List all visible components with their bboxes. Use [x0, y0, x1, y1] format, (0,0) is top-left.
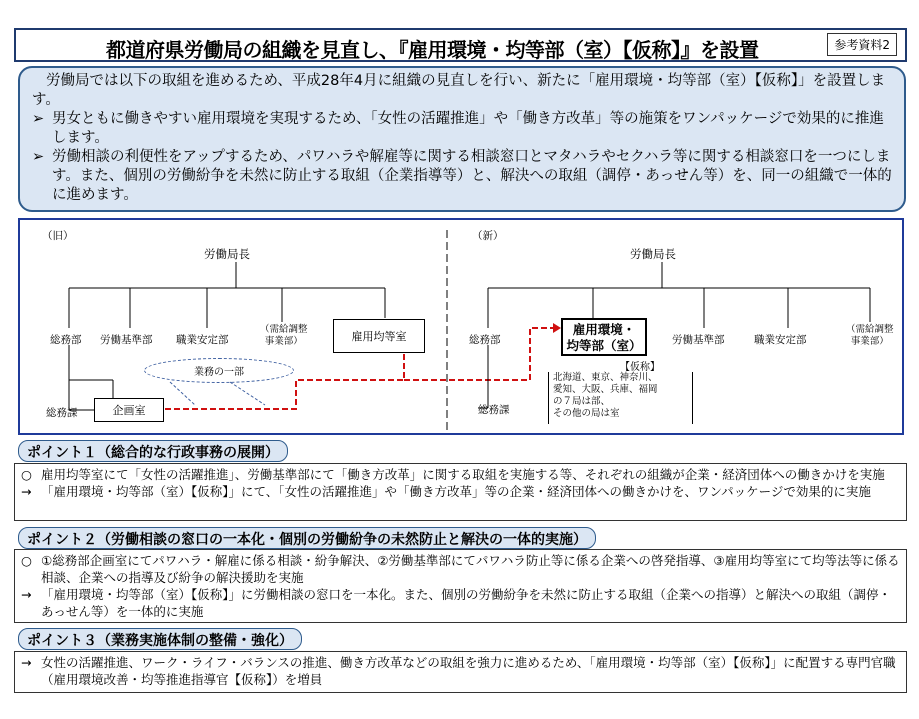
bullet-arrow-icon: ➢ [32, 111, 45, 127]
old-dept-kijun: 労働基準部 [100, 334, 153, 346]
point-row-text: 雇用均等室にて「女性の活躍推進」、労働基準部にて「働き方改革」に関する取組を実施する等、それぞれの組織が企業・経済団体への働きかけを実施 [41, 467, 885, 482]
bullet-arrow-icon: ➢ [32, 149, 45, 165]
point-1-row [21, 466, 900, 483]
intro-box [18, 66, 906, 212]
intro-bullet-text: 労働相談の利便性をアップするため、パワハラや解雇等に関する相談窓口とマタハラやセクハラ等に関する相談窓口を一つにします。また、個別の労働紛争を未然に防止する取組（企業指導等）と、解決への取組（調停・あっせん等）を、同一の組織で一体的に進めます。 [52, 149, 892, 203]
intro-bullet-text: 男女ともに働きやすい雇用環境を実現するため、「女性の活躍推進」や「働き方改革」等の施策をワンパッケージで効果的に推進します。 [52, 111, 884, 146]
old-dept-supply: （需給調整 事業部） [260, 324, 308, 347]
point-row-text: 「雇用環境・均等部（室）【仮称】」に労働相談の窓口を一本化。また、個別の労働紛争を未然に防止する取組（企業への指導）と解決への取組（調停・あっせん等）を一体的に実施 [41, 587, 892, 619]
reference-label: 参考資料2 [827, 33, 897, 56]
point-row-text: ①総務部企画室にてパワハラ・解雇に係る相談・紛争解決、②労働基準部にてパワハラ防止等に係る企業への啓発指導、③雇用均等室にて均等法等に係る相談、企業への指導及び紛争の解決援助を実施 [41, 553, 900, 585]
point-3-heading: ポイント３（業務実施体制の整備・強化） [18, 628, 302, 650]
point-1-row [21, 483, 900, 500]
old-tag: （旧） [42, 230, 74, 242]
new-dept-supply: （需給調整 事業部） [846, 324, 894, 347]
intro-bullet-2 [32, 148, 892, 205]
new-dept-soumu: 総務部 [469, 334, 501, 346]
old-kinto-box: 雇用均等室 [333, 319, 425, 353]
point-1-heading: ポイント１（総合的な行政事務の展開） [18, 440, 288, 462]
circle-mark-icon: ○ [21, 553, 32, 568]
old-head: 労働局長 [204, 247, 250, 261]
point-3-row [21, 654, 900, 688]
point-1-body [14, 463, 907, 521]
oval-arrow [230, 382, 265, 405]
old-kikaku-box: 企画室 [94, 398, 164, 422]
point-2-heading: ポイント２（労働相談の窓口の一本化・個別の労働紛争の未然防止と解決の一体的実施） [18, 527, 596, 549]
circle-mark-icon: ○ [21, 467, 32, 482]
new-soumuka: 総務課 [478, 404, 510, 416]
page-title: 都道府県労働局の組織を見直し、『雇用環境・均等部（室）【仮称】』を設置 [106, 38, 759, 62]
arrow-head-icon [553, 323, 561, 333]
old-dept-soumu: 総務部 [50, 334, 82, 346]
kasho-note: 北海道、東京、神奈川、 愛知、大阪、兵庫、福岡 の７局は部、 その他の局は室 [548, 372, 693, 424]
point-row-text: 「雇用環境・均等部（室）【仮称】」にて、「女性の活躍推進」や「働き方改革」等の企業・経済団体への働きかけを、ワンパッケージで効果的に実施 [41, 484, 871, 499]
arrow-right-icon: → [21, 484, 32, 499]
new-head: 労働局長 [630, 247, 676, 261]
point-row-text: 女性の活躍推進、ワーク・ライフ・バランスの推進、働き方改革などの取組を強力に進めるため、「雇用環境・均等部（室）【仮称】」に配置する専門官職（雇用環境改善・均等推進指導官【仮称】）を増員 [41, 655, 896, 687]
intro-bullet-1 [32, 110, 892, 148]
new-tag: （新） [472, 230, 504, 242]
kasho-title: 【仮称】 [620, 362, 660, 373]
oval-arrow [170, 382, 195, 405]
old-soumuka: 総務課 [46, 407, 78, 419]
org-chart [18, 218, 904, 435]
point-2-row [21, 552, 900, 586]
old-dept-antei: 職業安定部 [176, 334, 229, 346]
gyomu-oval: 業務の一部 [144, 358, 294, 383]
new-koyo-box: 雇用環境・ 均等部（室） [561, 318, 647, 356]
new-dept-kijun: 労働基準部 [672, 334, 725, 346]
title-bar [14, 28, 907, 62]
new-dept-antei: 職業安定部 [754, 334, 807, 346]
point-3-body [14, 651, 907, 693]
intro-lead: 労働局では以下の取組を進めるため、平成28年4月に組織の見直しを行い、新たに「雇用環境・均等部（室）【仮称】」を設置します。 [32, 73, 886, 108]
point-2-body [14, 549, 907, 623]
arrow-right-icon: → [21, 655, 32, 670]
arrow-right-icon: → [21, 587, 32, 602]
point-2-row [21, 586, 900, 620]
